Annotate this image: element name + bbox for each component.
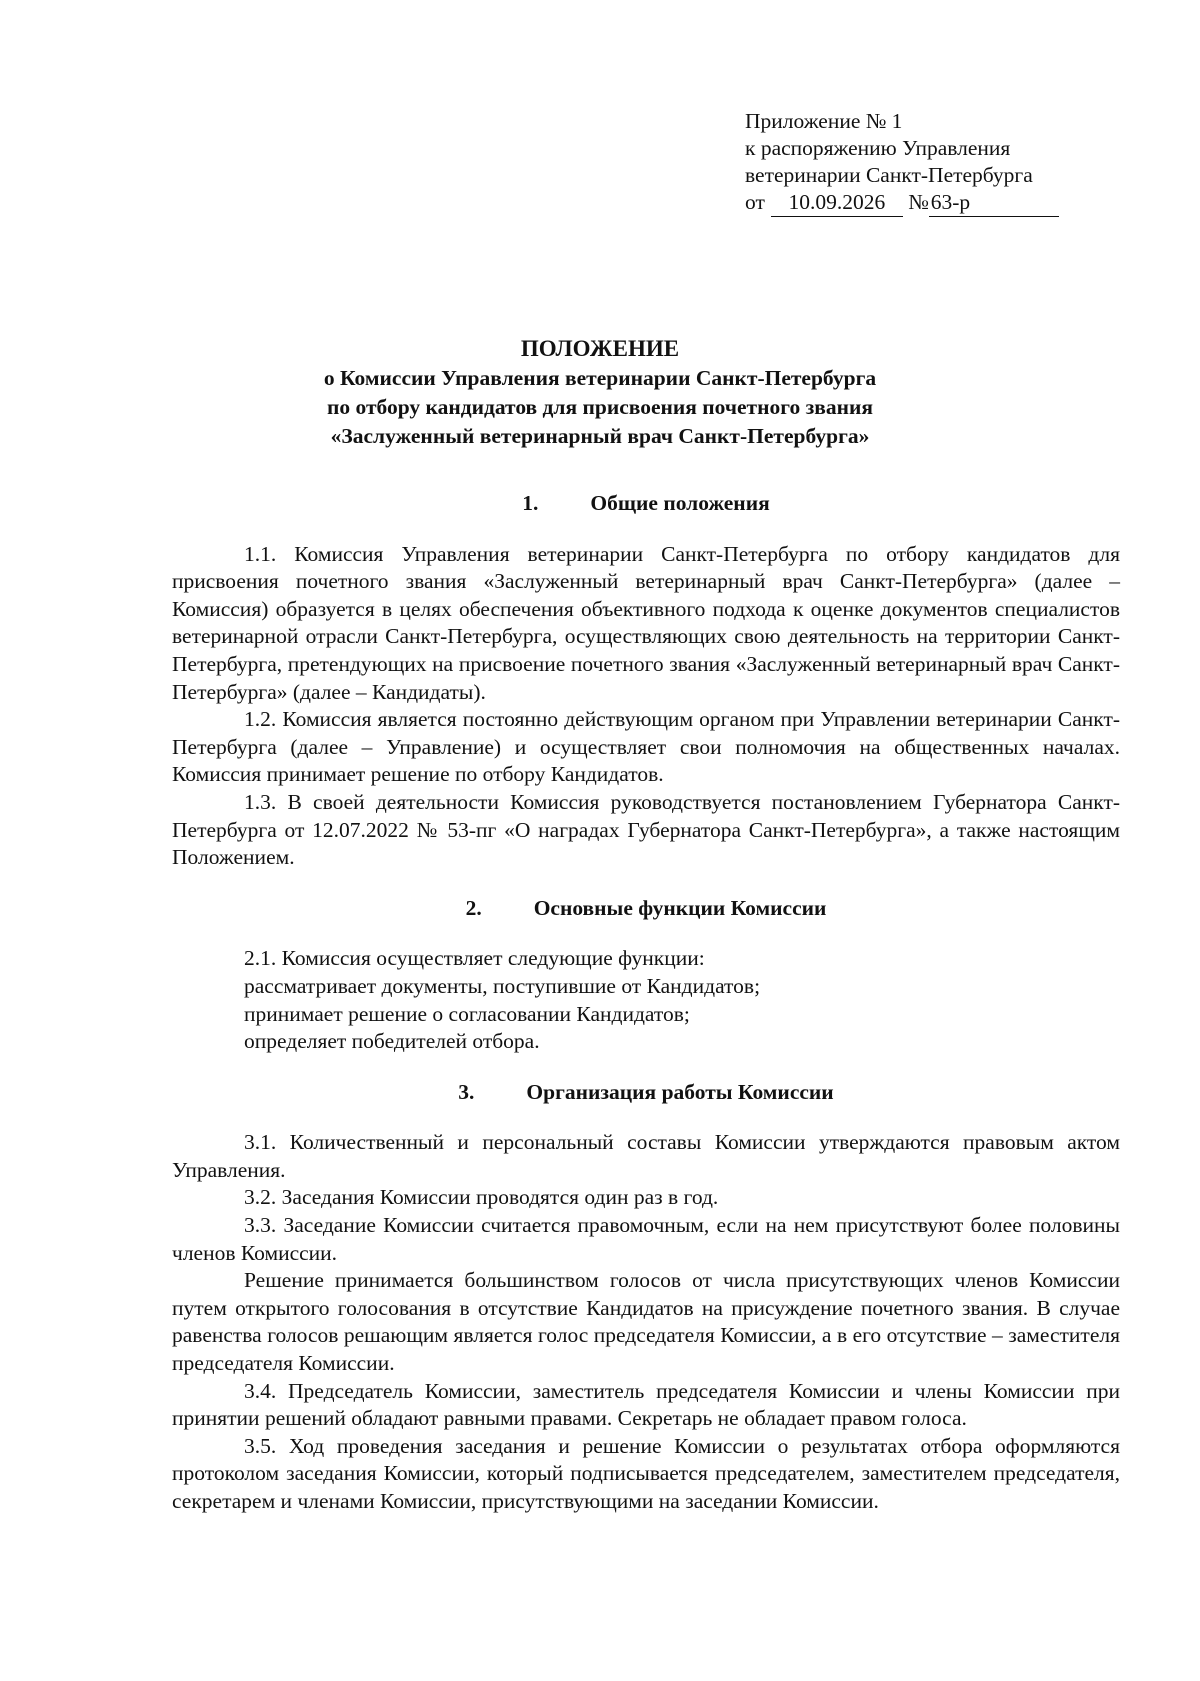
paragraph: 1.1. Комиссия Управления ветеринарии Санкт-Петербурга по отбору кандидатов для присвоения почетного звания «Заслуженный ветеринарный врач Санкт-Петербурга» (далее – Комиссия) образуется в целях обеспечения объективного подхода к оценке документов специалистов ветеринарной отрасли Санкт-Петербурга, осуществляющих свою деятельность на территории Санкт-Петербурга, претендующих на присвоение почетного звания «Заслуженный ветеринарный врач Санкт-Петербурга» (далее – Кандидаты). [172,541,1120,704]
title-main: ПОЛОЖЕНИЕ [520,336,680,361]
paragraph: 3.3. Заседание Комиссии считается правомочным, если на нем присутствуют более половины членов Комиссии. [172,1213,1120,1265]
section-number: 2. [465,895,482,920]
appendix-line: к распоряжению Управления [745,136,1011,160]
section-heading [172,895,1120,923]
section-number: 3. [458,1079,475,1104]
function-line: 2.1. Комиссия осуществляет следующие функции: [244,946,705,971]
paragraph: 1.2. Комиссия является постоянно действующим органом при Управлении ветеринарии Санкт-Петербурга (далее – Управление) и осуществляет свои полномочия на общественных началах. Комиссия принимает решение по отбору Кандидатов. [172,707,1120,787]
order-date: 10.09.2026 [771,189,903,217]
title-line: «Заслуженный ветеринарный врач Санкт-Петербурга» [330,424,870,448]
appendix-line: ветеринарии Санкт-Петербурга [745,163,1033,187]
appendix-line: Приложение № 1 [745,109,903,133]
function-line: определяет победителей отбора. [244,1029,540,1054]
order-number: 63-р [929,189,1059,217]
appendix-date-line [745,189,1165,217]
section-title: Основные функции Комиссии [533,895,827,920]
section-heading [172,1079,1120,1107]
paragraph: 1.3. В своей деятельности Комиссия руководствуется постановлением Губернатора Санкт-Петербурга от 12.07.2022 № 53-пг «О наградах Губернатора Санкт-Петербурга», а также настоящим Положением. [172,789,1120,870]
document-title [0,334,1200,451]
paragraph: 3.5. Ход проведения заседания и решение Комиссии о результатах отбора оформляются протоколом заседания Комиссии, который подписывается председателем, заместителем председателя, секретарем и членами Комиссии, присутствующими на заседании Комиссии. [172,1433,1120,1513]
section-heading [172,490,1120,518]
paragraph: Решение принимается большинством голосов от числа присутствующих членов Комиссии путем открытого голосования в отсутствие Кандидатов на присуждение почетного звания. В случае равенства голосов решающим является голос председателя Комиссии, а в его отсутствие – заместителя председателя Комиссии. [172,1268,1120,1376]
section-title: Организация работы Комиссии [526,1079,834,1104]
paragraph: 3.2. Заседания Комиссии проводятся один раз в год. [244,1185,719,1210]
function-line: принимает решение о согласовании Кандидатов; [244,1001,690,1026]
paragraph: 3.1. Количественный и персональный составы Комиссии утверждаются правовым актом Управления. [172,1130,1120,1182]
section-number: 1. [522,491,539,515]
title-line: по отбору кандидатов для присвоения почетного звания [326,395,874,419]
number-prefix: № [908,190,929,214]
section-title: Общие положения [590,491,770,515]
title-line: о Комиссии Управления ветеринарии Санкт-Петербурга [323,366,877,390]
date-prefix: от [745,190,765,214]
paragraph: 3.4. Председатель Комиссии, заместитель председателя Комиссии и члены Комиссии при принятии решений обладают равными правами. Секретарь не обладает правом голоса. [172,1378,1120,1431]
appendix-header [745,108,1165,217]
document-body [172,490,1120,1516]
function-line: рассматривает документы, поступившие от Кандидатов; [244,973,761,998]
